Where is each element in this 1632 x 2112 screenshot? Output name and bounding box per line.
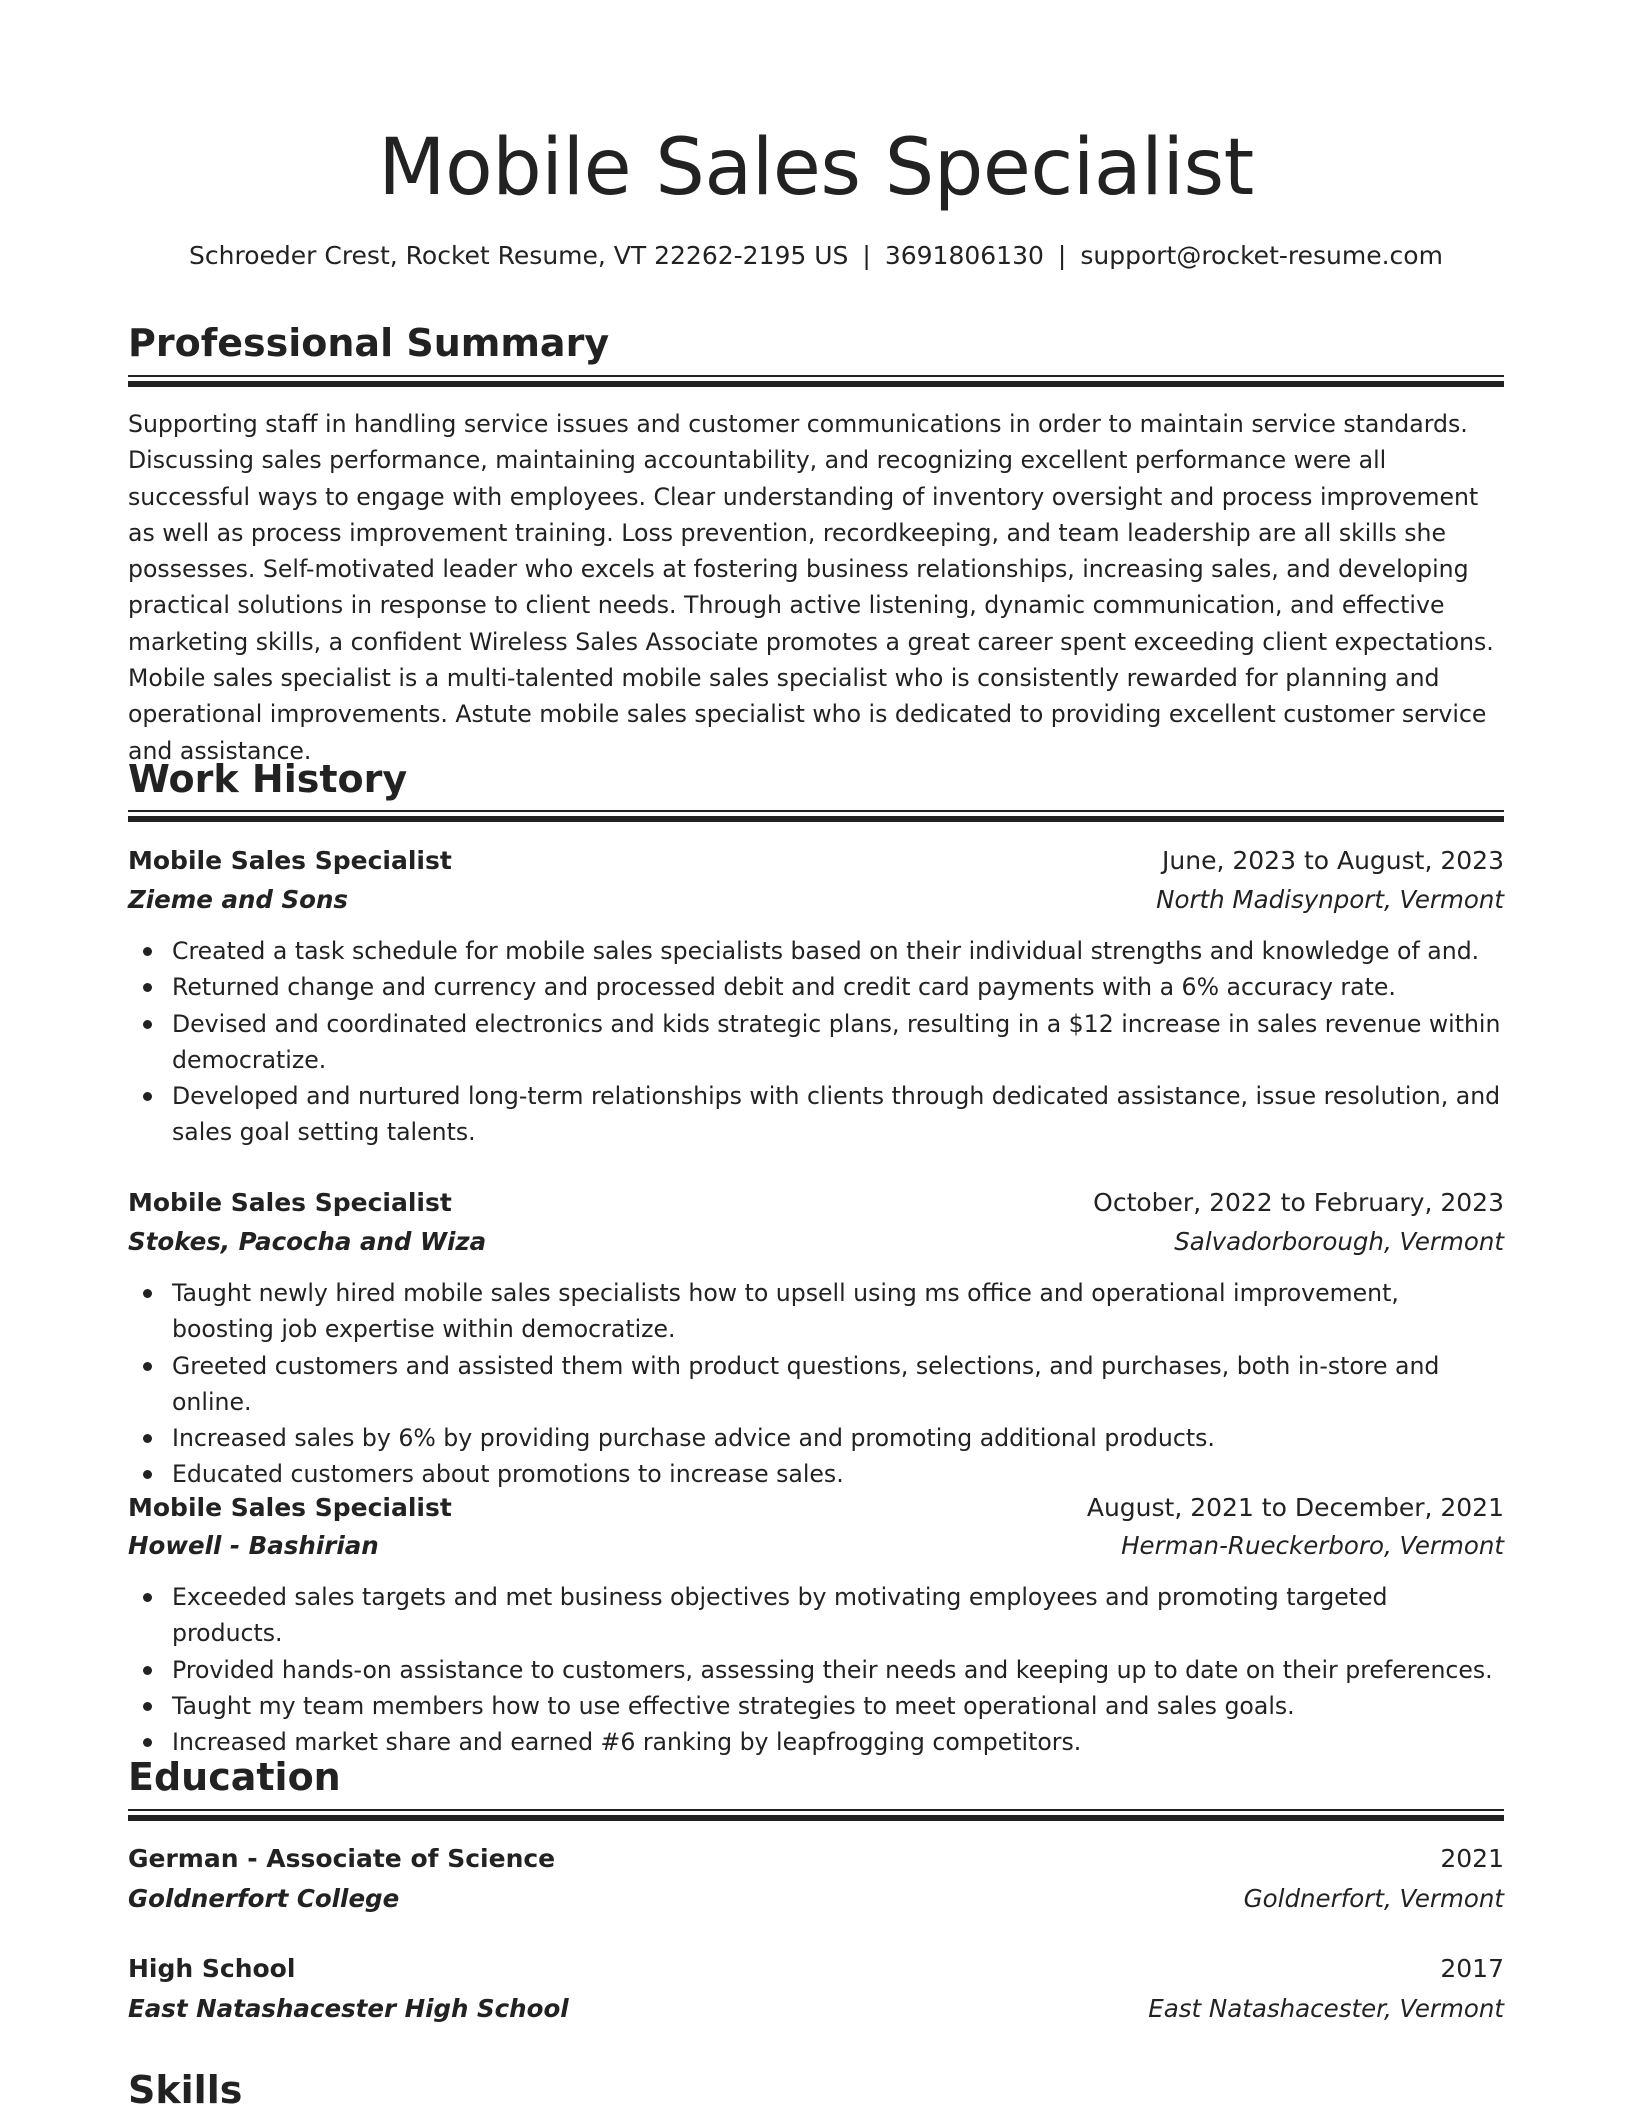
contact-email: support@rocket-resume.com [1080, 241, 1443, 270]
job-bullets [128, 933, 1504, 1151]
list-item: Increased market share and earned #6 ranking by leapfrogging competitors. [128, 1724, 1504, 1760]
contact-address: Schroeder Crest, Rocket Resume, VT 22262-2195 US [189, 241, 849, 270]
job-header [128, 1488, 1504, 1528]
job-title: Mobile Sales Specialist [128, 846, 452, 875]
education-header [128, 1839, 1504, 1879]
job-location: North Madisynport, Vermont [1156, 885, 1504, 914]
education-subheader [128, 1879, 1504, 1919]
job-header [128, 1183, 1504, 1223]
section-divider [128, 1809, 1504, 1821]
section-title-work-history: Work History [128, 757, 408, 801]
list-item: Taught newly hired mobile sales specialists how to upsell using ms office and operational improvement, boosting job expertise within democratize. [128, 1275, 1504, 1348]
job-bullets [128, 1579, 1504, 1760]
education-location: East Natashacester, Vermont [1148, 1994, 1504, 2023]
list-item: Taught my team members how to use effective strategies to meet operational and sales goals. [128, 1688, 1504, 1724]
job-location: Herman-Rueckerboro, Vermont [1121, 1531, 1504, 1560]
job-header [128, 841, 1504, 881]
section-divider [128, 375, 1504, 387]
section-divider [128, 810, 1504, 822]
education-year: 2021 [1440, 1844, 1504, 1873]
job-company: Zieme and Sons [128, 885, 348, 914]
resume-name: Mobile Sales Specialist [378, 123, 1254, 213]
section-title-education: Education [128, 1755, 341, 1799]
list-item: Exceeded sales targets and met business objectives by motivating employees and promoting targeted products. [128, 1579, 1504, 1652]
job-company: Stokes, Pacocha and Wiza [128, 1227, 487, 1256]
job-subheader [128, 1222, 1504, 1262]
education-location: Goldnerfort, Vermont [1243, 1884, 1504, 1913]
resume-page [128, 0, 1504, 2112]
list-item: Returned change and currency and processed debit and credit card payments with a 6% accuracy rate. [128, 969, 1504, 1005]
job-company: Howell - Bashirian [128, 1531, 379, 1560]
list-item: Educated customers about promotions to increase sales. [128, 1456, 1504, 1492]
summary-text: Supporting staff in handling service issues and customer communications in order to maintain service standards. Discussing sales performance, maintaining accountability, and recognizing excellent performance were all successful ways to engage with employees. Clear understanding of inventory oversight and process improvement as well as process improvement training. Loss prevention, recordkeeping, and team leadership are all skills she possesses. Self-motivated leader who excels at fostering business relationships, increasing sales, and developing practical solutions in response to client needs. Through active listening, dynamic communication, and effective marketing skills, a confident Wireless Sales Associate promotes a great career spent exceeding client expectations. Mobile sales specialist is a multi-talented mobile sales specialist who is consistently rewarded for planning and operational improvements. Astute mobile sales specialist who is dedicated to providing excellent customer service and assistance. [128, 410, 1494, 765]
education-header [128, 1949, 1504, 1989]
list-item: Increased sales by 6% by providing purchase advice and promoting additional products. [128, 1420, 1504, 1456]
contact-separator: | [1057, 241, 1067, 270]
education-degree: High School [128, 1954, 296, 1983]
job-dates: June, 2023 to August, 2023 [1162, 846, 1504, 875]
list-item: Created a task schedule for mobile sales specialists based on their individual strengths and knowledge of and. [128, 933, 1504, 969]
contact-line [128, 236, 1504, 276]
job-subheader [128, 880, 1504, 920]
list-item: Developed and nurtured long-term relationships with clients through dedicated assistance, issue resolution, and sales goal setting talents. [128, 1078, 1504, 1151]
job-dates: August, 2021 to December, 2021 [1086, 1493, 1504, 1522]
contact-phone: 3691806130 [884, 241, 1044, 270]
job-bullets [128, 1275, 1504, 1493]
education-school: East Natashacester High School [128, 1994, 569, 2023]
job-subheader [128, 1526, 1504, 1566]
job-title: Mobile Sales Specialist [128, 1188, 452, 1217]
list-item: Greeted customers and assisted them with product questions, selections, and purchases, both in-store and online. [128, 1348, 1504, 1421]
education-subheader [128, 1989, 1504, 2029]
education-degree: German - Associate of Science [128, 1844, 556, 1873]
job-title: Mobile Sales Specialist [128, 1493, 452, 1522]
list-item: Provided hands-on assistance to customers, assessing their needs and keeping up to date on their preferences. [128, 1652, 1504, 1688]
job-dates: October, 2022 to February, 2023 [1093, 1188, 1504, 1217]
contact-separator: | [862, 241, 871, 270]
job-location: Salvadorborough, Vermont [1174, 1227, 1504, 1256]
list-item: Devised and coordinated electronics and kids strategic plans, resulting in a $12 increase in sales revenue within democratize. [128, 1006, 1504, 1079]
section-title-summary: Professional Summary [128, 321, 610, 365]
education-school: Goldnerfort College [128, 1884, 400, 1913]
section-title-skills: Skills [128, 2068, 243, 2112]
education-year: 2017 [1440, 1954, 1504, 1983]
